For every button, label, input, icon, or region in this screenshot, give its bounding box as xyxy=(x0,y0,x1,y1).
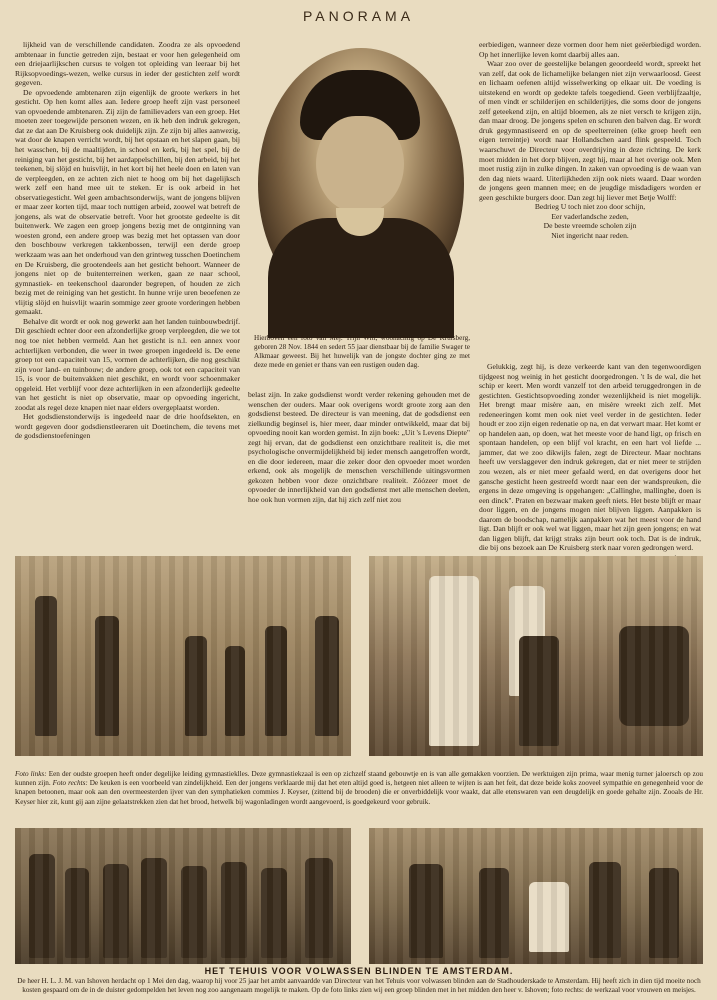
paragraph: Waar zoo over de geestelijke belangen geoordeeld wordt, spreekt het van zelf, dat ook de lichamelijke belangen niet zijn verwaarloosd. Geest en lichaam oefenen altijd wisselwerking op elkaar uit. De voeding is uitstekend en wordt op gedekte tafels toegediend. Geen verblijfzaaltje, of men vindt er schilderijen en schilderijtjes, die soms door de jongens zelf geteekend zijn, en altijd bloemen, als ze niet versch te krijgen zijn, dan maar droog. De jongens spelen en schuren den balven dag. Er wordt druk gegymnastiseerd en op de speelterreinen (elke groep heeft een eigen terreintje) wordt naar Hollandschen aard flink gespeeld. Toch waarschuwt de Directeur voor overdrijving in deze richting. De kerk moet midden in het dorp blijven, zegt hij, maar al het overige ook. Men moet rustig zijn in zulke dingen. In zaken van opvoeding is de waan van den dag niets waard. Uiterlijkheden zijn ook niets waard. Daar worden de jongens geen mannen mee; en de jeugdige misdadigers worden er geen geschikte burgers door. Dan zegt hij liever met Betje Wolff: xyxy=(479,59,701,202)
poem-line: De beste vreemde scholen zijn xyxy=(543,221,637,231)
poem-line: Bedrieg U toch niet zoo door schijn, xyxy=(534,202,646,212)
photo-captions xyxy=(15,770,703,807)
photo-blind-men-group xyxy=(15,828,351,964)
poem-line: Eer vaderlandsche zeden, xyxy=(551,211,629,221)
masthead: PANORAMA xyxy=(302,8,415,24)
caption-left: Een der oudste groepen heeft onder degelijke leiding gymnastieklles. Deze gymnastiekzaal is een op zichzelf staand gebouwtje en is van alle gemakken voorzien. De werktuigen zijn prima, waar menig turner jaloersch op zou kunnen zijn. xyxy=(15,770,704,788)
caption-right: De keuken is een voorbeeld van zindelijkheid. Een der jongens verklaarde mij dat het eten altijd goed is, hetgeen niet alleen te wijten is aan het feit, dat deze beide koks zooveel sympathie en genegenheid voor de knapen betoonen, maar ook aan den overmeesterden ijver van den symphatieken commies J. Keyser, (zittend bij de brooden) die er onverbiddelijk voor waakt, dat alle etenswaren van een deugdelijk en goede gehalte zijn. Zooals de Hr. Keyser hier zit, kunt gij aan zijne gelaatstrekken zien dat het brood, hetwelk bij wagonladingen wordt aangevoerd, is goedgekeurd voor gebruik. xyxy=(15,779,703,806)
paragraph: lijkheid van de verschillende candidaten. Zoodra ze als opvoedend ambtenaar in functie getreden zijn, bestaat er voor hen gelegenheid om een driejaarlijkschen cursus te volgen tot opleiding van leeraar bij het Rijksopvoedings-wezen, welke cursus in ieder der gestichten zelf wordt gegeven. xyxy=(15,40,240,88)
photo-workroom-women xyxy=(369,828,703,964)
photo-gymnastics xyxy=(15,556,351,756)
paragraph: Gelukkig, zegt hij, is deze verkeerde kant van den tegenwoordigen tijdgeest nog weinig in het gesticht doorgedrongen. 't Is de wal, die het schip er keert. Men wordt vanzelf tot den arbeid teruggedrongen in de gestichten. Gestichtsopvoeding zonder wezenlijkheid is niet mogelijk. Het brengt maar misère aan, en misère wreekt zich zelf. Met redeneeringen komt men ook niet veel verder in de gestichten. Ieder houdt er zoo zijn eigen redenatie op na, en dat verwart maar. Het komt er op handelen aan, op doen, wat het meeste voor de hand ligt, op frisch en spontaan handelen, op een blijf vol kracht, en een hart vol liefde ... jammer, dat we zoo dikwijls falen, zegt de Directeur. Maar nochtans heeft uw verslaggever den indruk gekregen, dat er niet meer te strijden zou wezen, als er niet meer gefaald werd, en dat overigens door het ganschе gesticht heen gestreefd wordt naar een der wandspreuken, die ergens in deze omgeving is opgehangen: „Callinghe, mallinghe, doen is een dinck". Praten en bezwaar maken geeft niets. Het beste blijft er maar door liggen, en de jongens mogen niet blijven liggen. Aanpakken is daarom de boodschap, namelijk aanpakken wat het meest voor de hand ligt. Dan blijft er ook wel wat liggen, maar het zijn geen jongens; en wat dan liggen blijft, dat krijgt straks zijn beurt ook toch. Dat is de indruk, die bij ons bezoek aan De Kruisberg sterk naar voren gedrongen werd. xyxy=(479,362,701,553)
portrait-caption: Hierboven een foto van Mej. Trijn Witt, woonachtig op De Kruisberg, geboren 28 Nov. 1844 en sedert 55 jaar dienstbaar bij de familie Swager te Alkmaar geweest. Bij het huwelijk van de jongste dochter ging ze met deze mede en geniet er thans van een rustigen ouden dag. xyxy=(254,334,470,369)
article-column-left xyxy=(15,40,240,546)
portrait-photo xyxy=(258,48,464,320)
article-column-middle xyxy=(248,390,470,550)
paragraph: Behalve dit wordt er ook nog gewerkt aan het landen tuinbouwbedrijf. Dit geschiedt echter door een afzonderlijke groep verpleegden, die we tot nog toe niet hebben vermeld. Aan het gesticht is n.l. een annex voor achterlijken verbonden, die weer in twee groepen ingedeeld is. De eene groep tot een capaciteit van 15, vormen de achterlijken, die nog geschikt zijn voor land- en tuinbouw; de andere groep, ook tot een capaciteit van 15, is voor de buitenvakken niet geschikt, en wordt voor schoenmaker opgeleid. Het verblijf voor deze achterlijken in een afzonderlijk gedeelte van het gesticht is niet op observatie, maar op opvoeding ingericht, zoodat als regel deze knapen niet naar elders overgeplaatst worden. xyxy=(15,316,240,412)
paragraph: eerbiedigen, wanneer deze vormen door hem niet geëerbiedigd worden. Op het innerlijke leven komt daarbij alles aan. xyxy=(479,40,701,59)
paragraph: De opvoedende ambtenaren zijn eigenlijk de groote werkers in het gesticht. Op hen komt alles aan. Iedere groep heeft zijn vast personeel van opvoedende ambtenaren. Zij zijn de familievaders van een groep. Het moeten zeer toegewijde personen wezen, en ik heb den indruk gekregen, dat ze dat aan De Kruisberg ook duidelijk zijn. Ze zijn bij alles aanwezig, wat door de knapen verricht wordt, bij het opstaan en het slapen gaan, bij het wasschen, bij de maaltijden, in school en kerk, bij het spel, bij de reiniging van het gesticht, bij het aardappelschillen, bij den arbeid, bij het teekenen, bij slöjd en huisvlijt, in het kort bij het heele doen en laten van de verpleegden, en ze achten zich niet te hoog om bij het dagelijksch werk zelf een hand mee uit te steken. Er is ook arbeid in het observatiegesticht. Wel geen ambachtsonderwijs, want de jongens blijven er maar zeer korten tijd, maar toch nuttigen arbeid, zoowel wat betreft de jongens, als wat de observatie betreft. Voor het grootste gedeelte is dit buitenwerk. We zagen een groep jongens bezig met de ontginning van woesten grond, een andere groep was bezig met het optassen van door den boschbouw verkregen takkenbossen, terwijl een derde groep werkzaam was aan het onderhoud van den grintweg tusschen Doetinchem en De Kruisberg, die grootendeels aan het gesticht behoort. Wanneer de jongens niet op de buitenterreinen werken, gaan ze naar school, gymnastiek- en teekenschool daaronder begrepen, of houden ze zich bezig met de reiniging van het gesticht. In hunne vrije uren beoefenen ze vlijtig slöjd en huisvlijt waarin sommige zeer groote vorderingen hebben gemaakt. xyxy=(15,87,240,317)
bottom-caption: De heer H. L. J. M. van Ishoven herdacht op 1 Mei den dag, waarop hij voor 25 jaar het ambt aanvaardde van Directeur van het Tehuis voor volwassen blinden aan de Stadhouderskade te Amsterdam. Hij heeft zich in dien tijd moeite noch kosten gespaard om de in de duister gedompelden het leven nog zoo aangenaam mogelijk te maken. Op de foto links zien wij een groep blinden met in het midden den heer v. Ishoven; foto rechts: de werkzaal voor vrouwen en meisjes. xyxy=(17,977,701,995)
caption-label-right: Foto rechts: xyxy=(52,779,88,788)
paragraph: belast zijn. In zake godsdienst wordt verder rekening gehouden met de wenschen der ouders. Maar ook overigens wordt groote zorg aan den godsdienst besteed. De directeur is van meening, dat de godsdienst een zielkundig beginsel is, hier meer, daar minder ontwikkeld, maar dat bij opvoeding nooit kan worden gemist. In zijn boek: „Uit 's Levens Diepte" zegt hij ervan, dat de godsdienst een onzichtbare realiteit is, die met psychologische onvermijdelijkheid bij ieder mensch aangetroffen wordt, en die door iedereen, maar die zeker door den opvoeder moet worden erkend, ook als mogelijk de menschen verschillende uitingsvormen gekozen hebben voor deze onzichtbare realiteit. Zóózeer moet de opvoeder de innerlijkheid van den godsdienst met alle menschen deelen, hoe ook hun vormen zijn, dat hij zich zelf niet zou xyxy=(248,390,470,505)
caption-label-left: Foto links: xyxy=(15,770,47,778)
article-column-right-lower xyxy=(479,362,701,552)
photo-kitchen xyxy=(369,556,703,756)
section-headline: HET TEHUIS VOOR VOLWASSEN BLINDEN TE AMSTERDAM. xyxy=(204,966,514,976)
article-column-right xyxy=(479,40,701,362)
poem-line: Niet ingericht naar reden. xyxy=(551,230,629,240)
paragraph: Het godsdienstonderwijs is ingedeeld naar de drie hoofdsekten, en wordt gegeven door godsdienstleeraren uit Doetinchem, die tevens met de godsdienstoefeningen xyxy=(15,412,240,441)
